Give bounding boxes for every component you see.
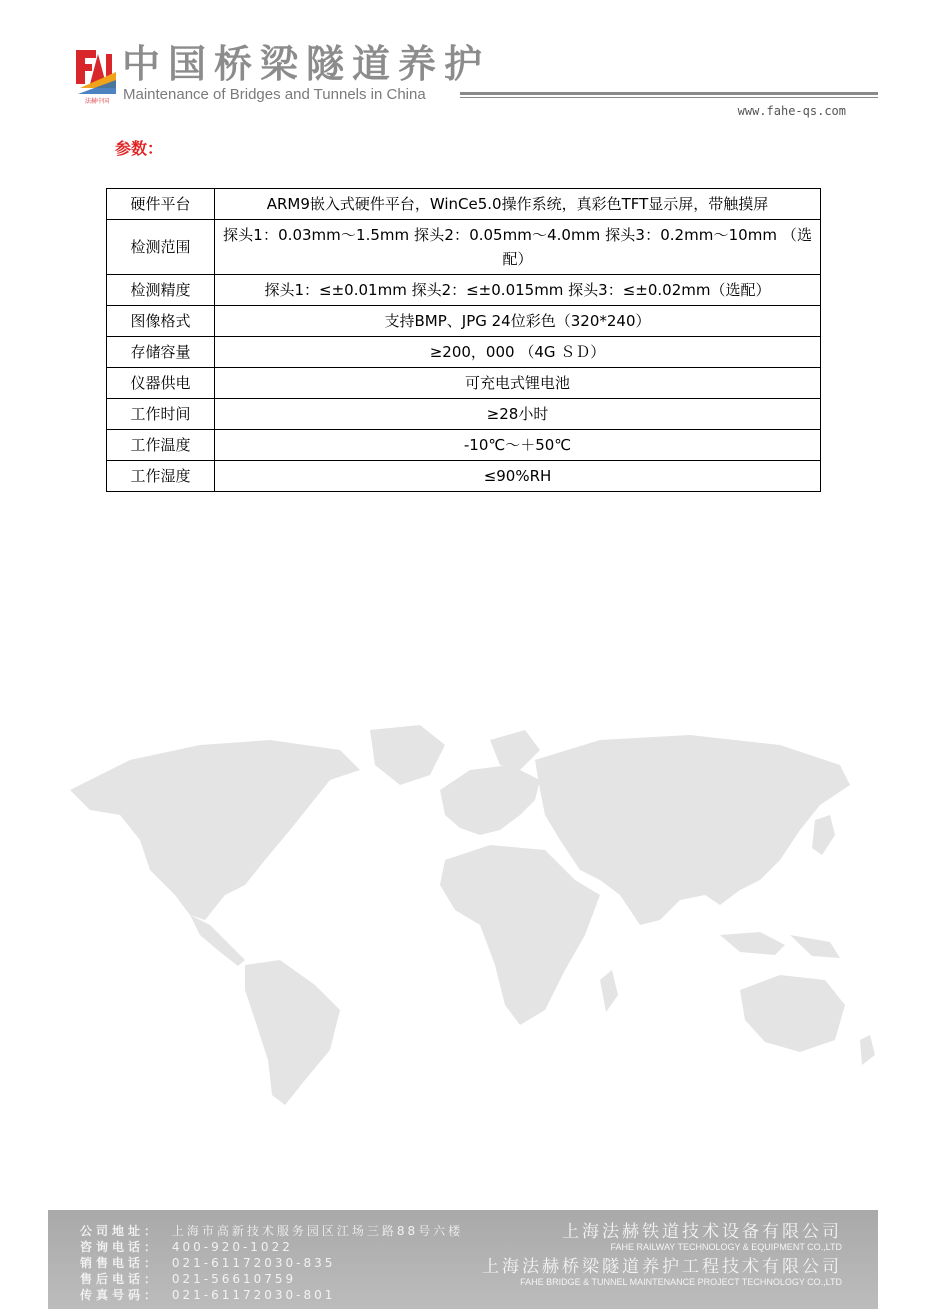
company-railway-en: FAHE RAILWAY TECHNOLOGY & EQUIPMENT CO.,LTD bbox=[610, 1242, 842, 1252]
param-label: 硬件平台 bbox=[107, 189, 215, 220]
param-value: ARM9嵌入式硬件平台，WinCe5.0操作系统，真彩色TFT显示屏，带触摸屏 bbox=[215, 189, 821, 220]
param-label: 存储容量 bbox=[107, 337, 215, 368]
contact-row bbox=[80, 1239, 463, 1255]
table-row bbox=[107, 368, 821, 399]
table-row bbox=[107, 337, 821, 368]
header-title-cn: 中国桥梁隧道养护 bbox=[122, 42, 491, 86]
contact-label: 公司地址： bbox=[80, 1224, 161, 1238]
company-railway bbox=[562, 1222, 842, 1253]
website-url[interactable]: www.fahe-qs.com bbox=[737, 104, 846, 118]
footer-bar bbox=[48, 1210, 878, 1309]
table-row bbox=[107, 220, 821, 275]
contact-value: 上海市高新技术服务园区江场三路88号六楼 bbox=[171, 1224, 464, 1238]
param-value: ≥28小时 bbox=[215, 399, 821, 430]
param-value: 可充电式锂电池 bbox=[215, 368, 821, 399]
param-label: 工作温度 bbox=[107, 430, 215, 461]
param-label: 图像格式 bbox=[107, 306, 215, 337]
table-row bbox=[107, 430, 821, 461]
contact-label: 咨询电话： bbox=[80, 1240, 161, 1254]
company-bridge-en: FAHE BRIDGE & TUNNEL MAINTENANCE PROJECT TECHNOLOGY CO.,LTD bbox=[520, 1277, 842, 1287]
param-label: 工作时间 bbox=[107, 399, 215, 430]
contact-row bbox=[80, 1223, 463, 1239]
param-value: ≤90%RH bbox=[215, 461, 821, 492]
table-row bbox=[107, 399, 821, 430]
param-value: 探头1：≤±0.01mm 探头2：≤±0.015mm 探头3：≤±0.02mm（选配） bbox=[215, 275, 821, 306]
logo-subtext: 法赫中国 bbox=[84, 98, 110, 105]
param-label: 工作湿度 bbox=[107, 461, 215, 492]
header-rule-thin bbox=[460, 97, 878, 98]
param-value: 支持BMP、JPG 24位彩色（320*240） bbox=[215, 306, 821, 337]
table-row bbox=[107, 189, 821, 220]
company-railway-cn: 上海法赫铁道技术设备有限公司 bbox=[562, 1222, 842, 1242]
contact-row bbox=[80, 1271, 463, 1287]
param-value: 探头1：0.03mm～1.5mm 探头2：0.05mm～4.0mm 探头3：0.2mm～10mm （选配） bbox=[215, 220, 821, 275]
param-label: 检测精度 bbox=[107, 275, 215, 306]
contact-value: 021-56610759 bbox=[171, 1272, 297, 1286]
param-label: 检测范围 bbox=[107, 220, 215, 275]
contact-label: 售后电话： bbox=[80, 1272, 161, 1286]
header-rule-thick bbox=[460, 92, 878, 95]
contact-value: 021-61172030-835 bbox=[171, 1256, 336, 1270]
table-row bbox=[107, 461, 821, 492]
table-row bbox=[107, 275, 821, 306]
param-label: 仪器供电 bbox=[107, 368, 215, 399]
company-bridge bbox=[482, 1257, 842, 1288]
contact-value: 400-920-1022 bbox=[171, 1240, 293, 1254]
parameter-table bbox=[106, 188, 821, 492]
contact-value: 021-61172030-801 bbox=[171, 1288, 336, 1302]
table-row bbox=[107, 306, 821, 337]
param-value: -10℃～＋50℃ bbox=[215, 430, 821, 461]
header-title-en: Maintenance of Bridges and Tunnels in China bbox=[123, 86, 426, 103]
section-title: 参数： bbox=[115, 139, 164, 158]
contact-info bbox=[80, 1223, 463, 1303]
contact-row bbox=[80, 1287, 463, 1303]
world-map-watermark bbox=[40, 720, 890, 1120]
contact-label: 销售电话： bbox=[80, 1256, 161, 1270]
param-value: ≥200，000 （4G ＳＤ） bbox=[215, 337, 821, 368]
fahe-logo bbox=[76, 44, 118, 106]
contact-row bbox=[80, 1255, 463, 1271]
company-bridge-cn: 上海法赫桥梁隧道养护工程技术有限公司 bbox=[482, 1257, 842, 1277]
contact-label: 传真号码： bbox=[80, 1288, 161, 1302]
